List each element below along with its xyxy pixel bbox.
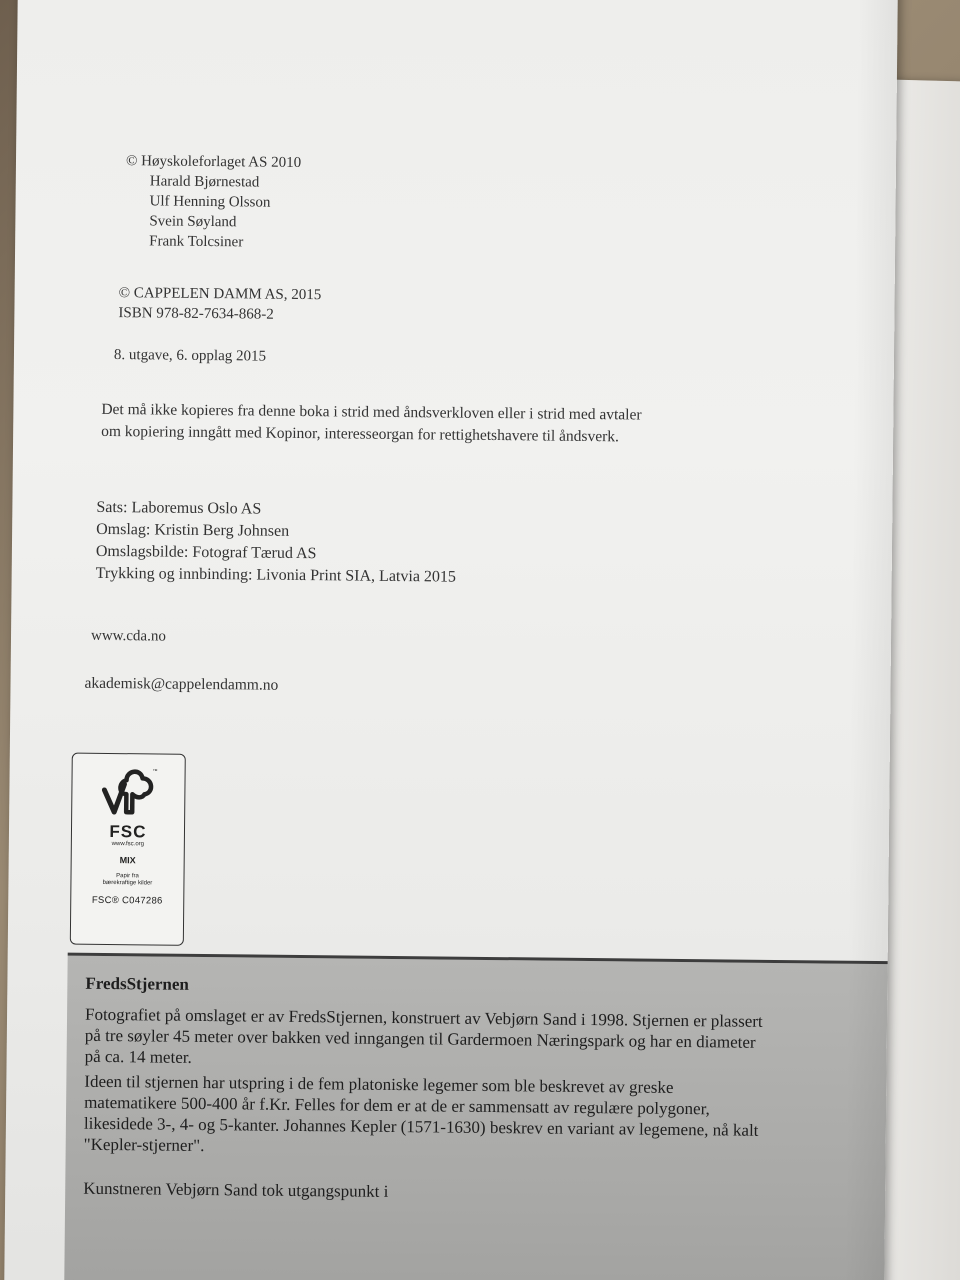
fsc-mix: MIX (119, 855, 136, 866)
edition-info: 8. utgave, 6. opplag 2015 (113, 347, 267, 365)
notice-line: om kopiering inngått med Kopinor, interesseorgan for rettighetshavere til åndsverk. (101, 422, 620, 446)
paragraph-line: Ideen til stjernen har utspring i de fem platoniske legemer som ble beskrevet av greske (84, 1071, 674, 1097)
info-paragraph (84, 1071, 759, 1162)
paragraph-line: på ca. 14 meter. (84, 1046, 192, 1067)
info-paragraph (85, 1004, 763, 1074)
production-credits (96, 497, 457, 589)
copy-notice (101, 399, 642, 449)
fsc-paper-text (71, 873, 183, 888)
info-box-title: FredsStjernen (85, 973, 190, 994)
paragraph-line: "Kepler-stjerner". (83, 1134, 205, 1156)
paragraph-line: Fotografiet på omslaget er av FredsStjernen, konstruert av Vebjørn Sand i 1998. Stjernen er plassert (84, 1004, 763, 1031)
paragraph-line: Kunstneren Vebjørn Sand tok utgangspunkt i (83, 1178, 389, 1201)
page-content (4, 0, 898, 1280)
notice-line: Det må ikke kopieres fra denne boka i strid med åndsverkloven eller i strid med avtaler (101, 400, 642, 424)
paragraph-line: på tre søyler 45 meter over bakken ved inngangen til Gardermoen Næringspark og har en diameter (84, 1025, 756, 1052)
credit-line: Sats: Laboremus Oslo AS (96, 498, 262, 518)
book-page (4, 0, 898, 1280)
fsc-label (70, 753, 186, 946)
author-name: Svein Søyland (149, 213, 237, 231)
fsc-website: www.fsc.org (111, 841, 145, 848)
fsc-tree-logo-icon (96, 764, 161, 823)
credit-line: Omslag: Kristin Berg Johnsen (96, 520, 290, 540)
website-url: www.cda.no (90, 627, 166, 645)
fredsstjernen-info-box (64, 953, 898, 1280)
info-paragraph (83, 1178, 388, 1202)
author-name: Ulf Henning Olsson (149, 193, 271, 211)
copyright-hoyskoleforlaget (125, 151, 301, 253)
paragraph-line: matematikere 500-400 år f.Kr. Felles for dem er at de er sammensatt av regulære polygoner, (84, 1092, 710, 1119)
isbn: ISBN 978-82-7634-868-2 (118, 305, 274, 323)
fsc-name: FSC (109, 822, 147, 842)
fsc-paper-line: Papir fra (116, 873, 139, 880)
fsc-paper-line: bærekraftige kilder (102, 879, 153, 887)
credit-line: Omslagsbilde: Fotograf Tærud AS (95, 542, 317, 563)
author-name: Frank Tolcsiner (149, 233, 244, 251)
copyright-line: © Høyskoleforlaget AS 2010 (125, 153, 302, 171)
email-address: akademisk@cappelendamm.no (84, 674, 279, 694)
copyright-cappelen (118, 283, 321, 325)
credit-line: Trykking og innbinding: Livonia Print SIA, Latvia 2015 (95, 564, 457, 586)
author-name: Harald Bjørnestad (149, 173, 260, 191)
fsc-code: FSC® C047286 (91, 894, 163, 907)
svg-text:™: ™ (152, 768, 158, 775)
paragraph-line: likesidede 3-, 4- og 5-kanter. Johannes Kepler (1571-1630) beskrev en variant av legemene, nå kalt (83, 1113, 759, 1140)
copyright-line: © CAPPELEN DAMM AS, 2015 (118, 285, 322, 304)
